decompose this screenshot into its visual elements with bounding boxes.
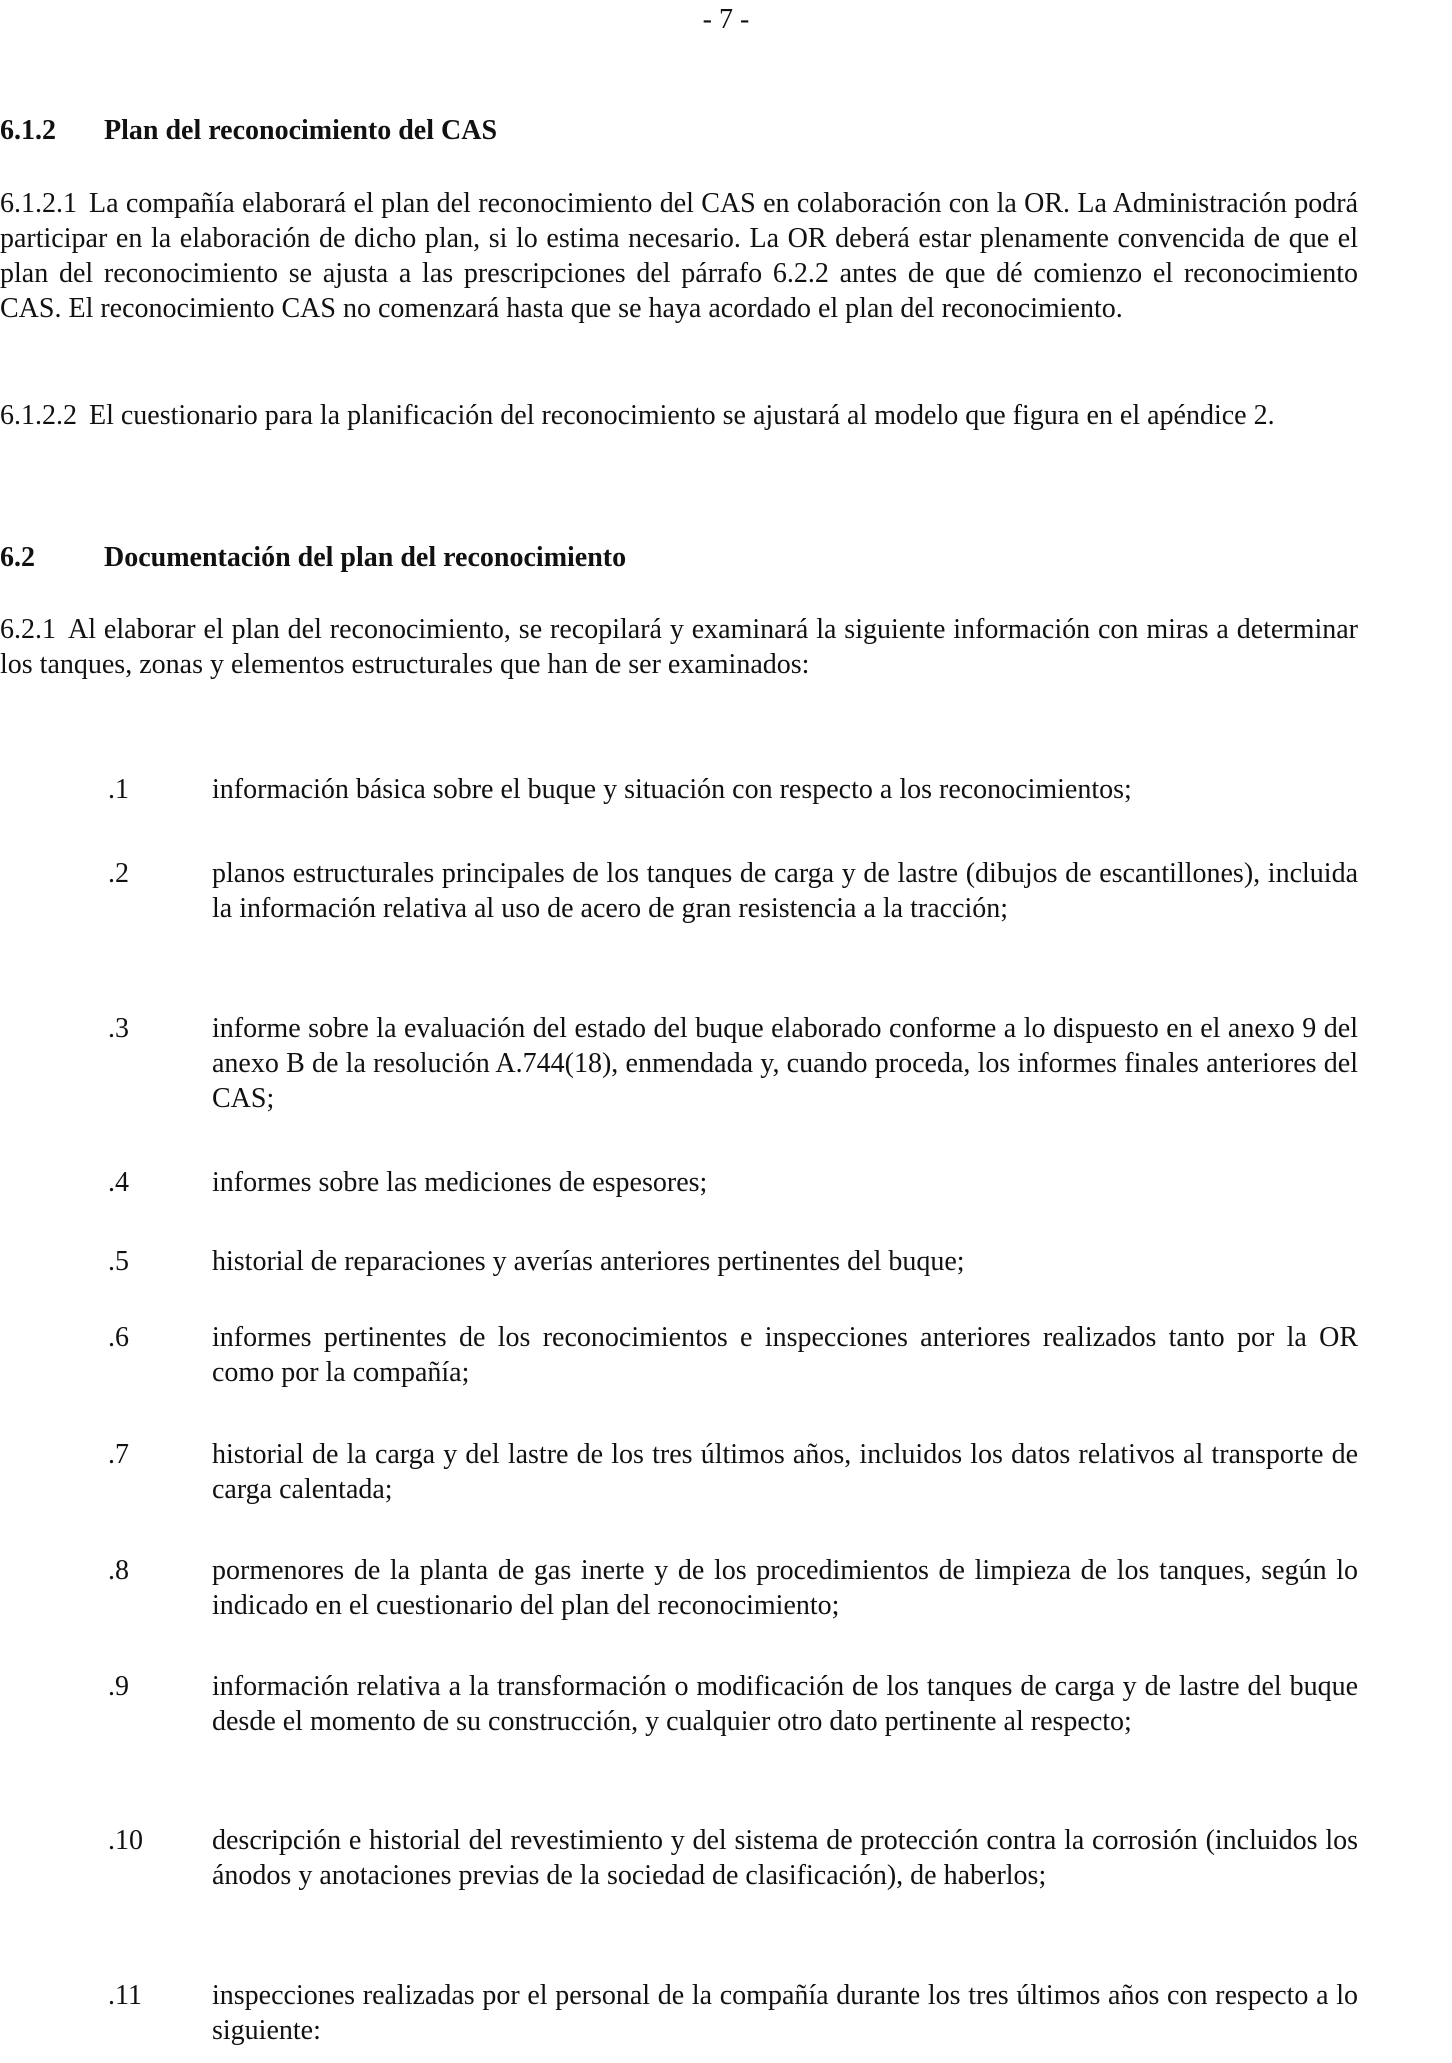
paragraph-6-1-2-1 (0, 186, 1358, 326)
list-item-number: .10 (108, 1825, 143, 1856)
section-number: 6.2 (0, 542, 35, 573)
paragraph-6-2-1 (0, 612, 1358, 682)
paragraph-number: 6.2.1 (0, 614, 56, 645)
paragraph-number: 6.1.2.2 (0, 400, 77, 431)
list-item-text: pormenores de la planta de gas inerte y de los procedimientos de limpieza de los tanques, según lo indicado en el cuestionario del plan del reconocimiento; (212, 1555, 1358, 1621)
list-item-number: .11 (108, 1980, 142, 2011)
list-item-number: .5 (108, 1246, 129, 1277)
list-item-text: informes sobre las mediciones de espesores; (212, 1167, 708, 1198)
section-number: 6.1.2 (0, 115, 56, 146)
paragraph-6-1-2-2 (0, 398, 1358, 433)
section-heading-6-1-2 (0, 113, 497, 148)
paragraph-number: 6.1.2.1 (0, 188, 77, 219)
list-item-number: .8 (108, 1555, 129, 1586)
list-item-number: .6 (108, 1322, 129, 1353)
paragraph-text: Al elaborar el plan del reconocimiento, se recopilará y examinará la siguiente información con miras a determinar los tanques, zonas y elementos estructurales que han de ser examinados: (0, 614, 1358, 680)
list-item-number: .4 (108, 1167, 129, 1198)
list-item-text: historial de la carga y del lastre de los tres últimos años, incluidos los datos relativos al transporte de carga calentada; (212, 1439, 1358, 1505)
list-item-number: .2 (108, 858, 129, 889)
page-number: - 7 - (702, 4, 750, 35)
list-item-number: .7 (108, 1439, 129, 1470)
list-item-text: inspecciones realizadas por el personal de la compañía durante los tres últimos años con respecto a lo siguiente: (212, 1980, 1358, 2046)
list-item-number: .3 (108, 1013, 129, 1044)
list-item-text: informes pertinentes de los reconocimientos e inspecciones anteriores realizados tanto por la OR como por la compañía; (212, 1322, 1358, 1388)
list-item-text: historial de reparaciones y averías anteriores pertinentes del buque; (212, 1246, 965, 1277)
list-item-text: información relativa a la transformación o modificación de los tanques de carga y de lastre del buque desde el momento de su construcción, y cualquier otro dato pertinente al respecto; (212, 1671, 1358, 1737)
section-heading-6-2 (0, 540, 626, 575)
list-item-text: información básica sobre el buque y situación con respecto a los reconocimientos; (212, 774, 1132, 805)
paragraph-text: El cuestionario para la planificación del reconocimiento se ajustará al modelo que figura en el apéndice 2. (89, 400, 1275, 431)
paragraph-text: La compañía elaborará el plan del reconocimiento del CAS en colaboración con la OR. La Administración podrá participar en la elaboración de dicho plan, si lo estima necesario. La OR deberá estar plenamente convencida de que el plan del reconocimiento se ajusta a las prescripciones del párrafo 6.2.2 antes de que dé comienzo el reconocimiento CAS. El reconocimiento CAS no comenzará hasta que se haya acordado el plan del reconocimiento. (0, 188, 1358, 324)
list-item-text: descripción e historial del revestimiento y del sistema de protección contra la corrosión (incluidos los ánodos y anotaciones previas de la sociedad de clasificación), de haberlos; (212, 1825, 1358, 1891)
list-item-text: planos estructurales principales de los tanques de carga y de lastre (dibujos de escantillones), incluida la información relativa al uso de acero de gran resistencia a la tracción; (212, 858, 1358, 924)
list-item-number: .9 (108, 1671, 129, 1702)
section-title: Plan del reconocimiento del CAS (104, 115, 498, 146)
list-item-text: informe sobre la evaluación del estado del buque elaborado conforme a lo dispuesto en el anexo 9 del anexo B de la resolución A.744(18), enmendada y, cuando proceda, los informes finales anteriores del CAS; (212, 1013, 1358, 1114)
list-item-number: .1 (108, 774, 129, 805)
section-title: Documentación del plan del reconocimiento (104, 542, 627, 573)
